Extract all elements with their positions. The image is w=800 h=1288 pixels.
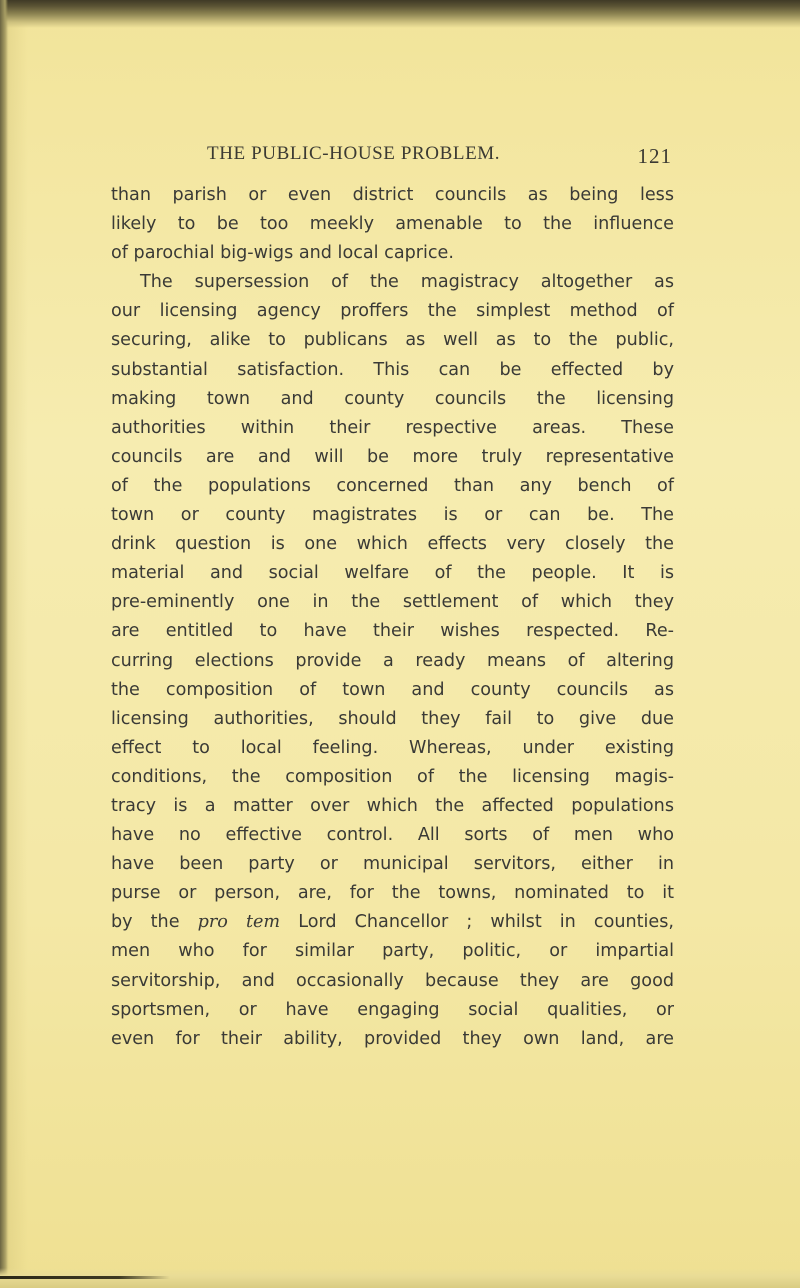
text-line: of parochial big-wigs and local caprice. — [111, 243, 454, 264]
bottom-edge-line — [0, 1276, 170, 1279]
text-line: curring elections provide a ready means of altering — [111, 650, 674, 671]
text-line: effect to local feeling. Whereas, under existing — [111, 737, 674, 758]
text-line: than parish or even district councils as being less — [111, 185, 674, 205]
text-line: have been party or municipal servitors, either in — [111, 854, 674, 875]
text-line: substantial satisfaction. This can be effected by — [111, 359, 674, 380]
text-line: men who for similar party, politic, or impartial — [111, 941, 674, 962]
italic-phrase: pro tem — [197, 912, 281, 933]
text-line: making town and county councils the licensing — [111, 388, 674, 409]
page-left-shadow — [0, 0, 8, 1288]
page-header — [207, 143, 672, 171]
text-line: likely to be too meekly amenable to the influence — [111, 214, 674, 235]
text-line: the composition of town and county councils as — [111, 679, 674, 700]
page-top-shadow — [0, 0, 800, 28]
text-line: tracy is a matter over which the affected populations — [111, 795, 674, 816]
text-line: sportsmen, or have engaging social qualities, or — [111, 999, 674, 1020]
text-line: our licensing agency proffers the simplest method of — [111, 301, 674, 322]
text-line: even for their ability, provided they own land, are — [111, 1028, 674, 1049]
body-text — [111, 181, 674, 1054]
text-fragment: Lord Chancellor ; whilst in counties, — [280, 912, 675, 933]
text-line: purse or person, are, for the towns, nominated to it — [111, 883, 674, 904]
text-line: licensing authorities, should they fail to give due — [111, 708, 674, 729]
text-line: authorities within their respective areas. These — [111, 417, 674, 438]
text-line: are entitled to have their wishes respected. Re- — [111, 621, 674, 642]
text-line: The supersession of the magistracy altogether as — [140, 272, 674, 293]
text-line: town or county magistrates is or can be. The — [111, 505, 674, 526]
text-line: councils are and will be more truly representative — [111, 446, 674, 467]
text-line: drink question is one which effects very closely the — [111, 534, 674, 555]
text-line: have no effective control. All sorts of men who — [111, 825, 674, 846]
running-head: THE PUBLIC-HOUSE PROBLEM. — [207, 143, 501, 164]
page-number: 121 — [637, 144, 672, 168]
text-fragment: by the — [111, 912, 198, 933]
text-line: pre-eminently one in the settlement of which they — [111, 592, 674, 613]
text-line: material and social welfare of the people. It is — [111, 563, 674, 584]
text-line-with-italic — [111, 908, 674, 937]
text-line: of the populations concerned than any bench of — [111, 475, 674, 496]
text-line: servitorship, and occasionally because they are good — [111, 970, 674, 991]
text-line: securing, alike to publicans as well as to the public, — [111, 330, 674, 351]
text-line: conditions, the composition of the licensing magis- — [111, 766, 674, 787]
